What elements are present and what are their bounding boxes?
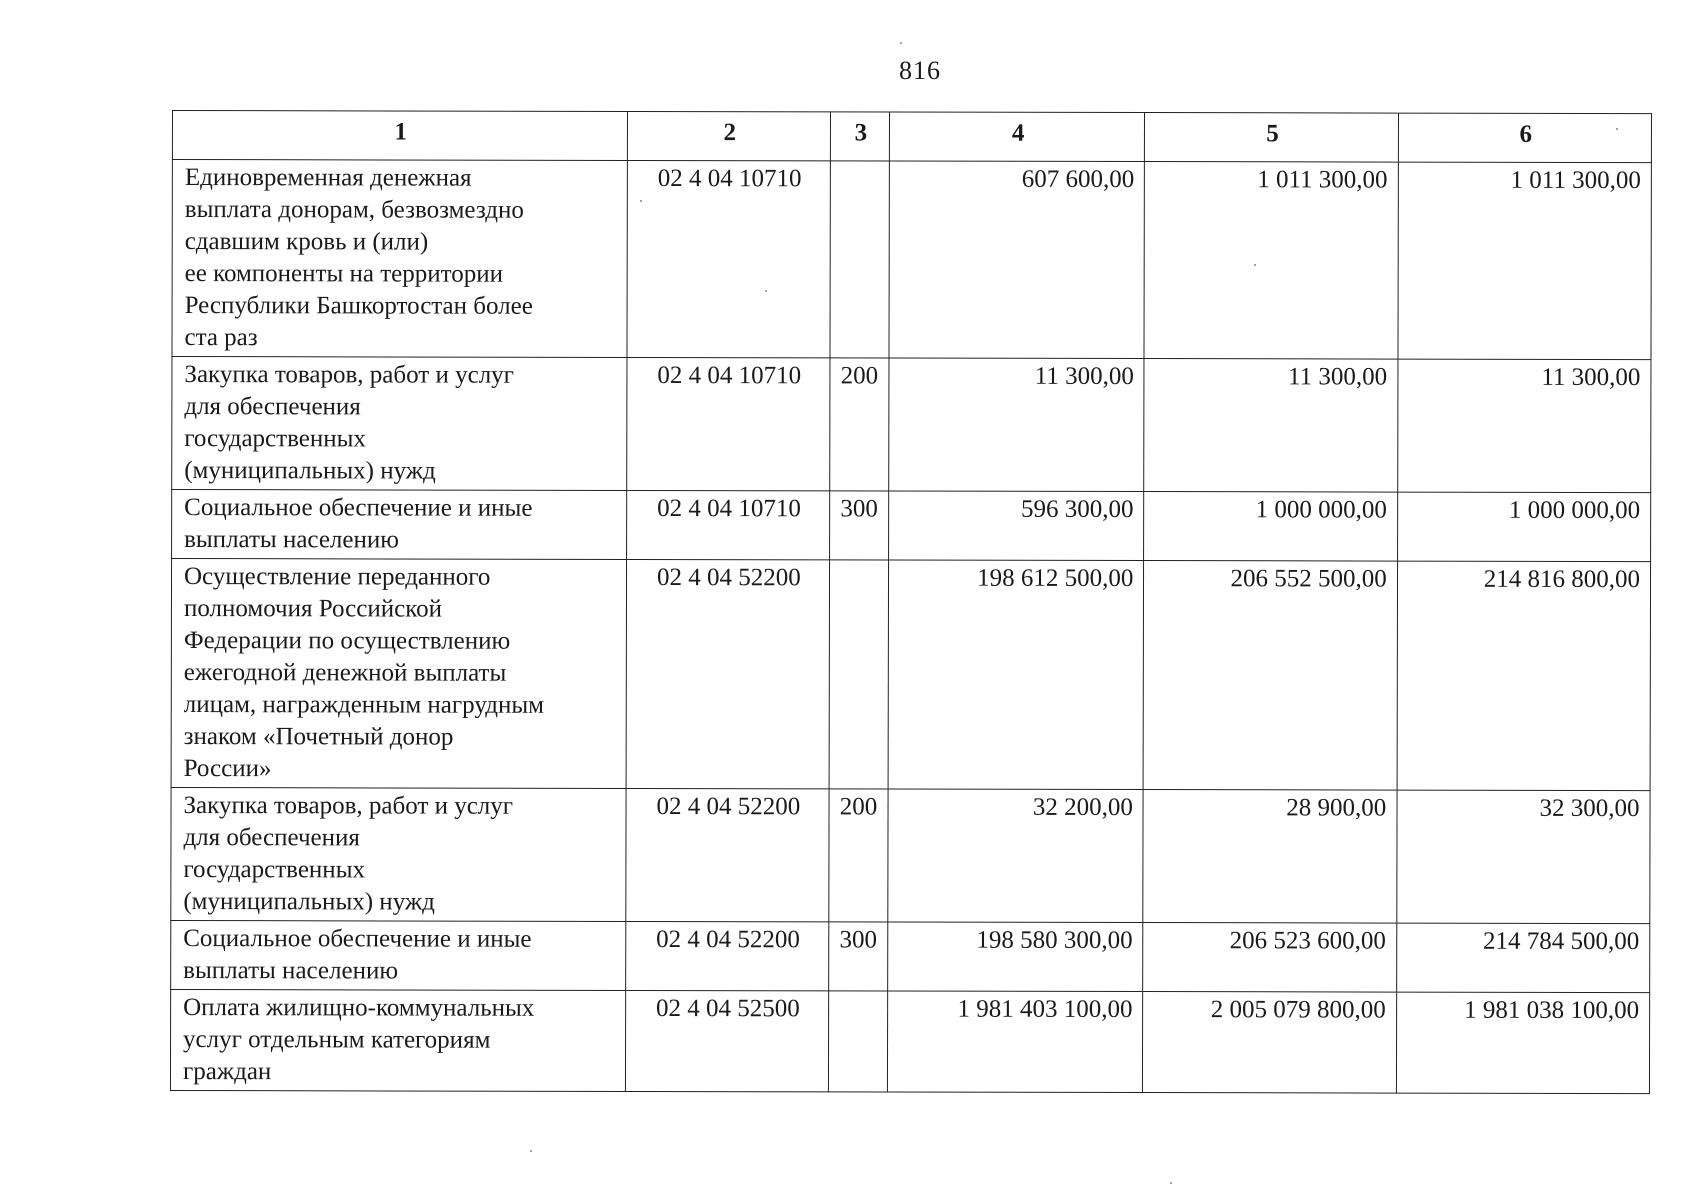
header-cell: 3 [830, 112, 889, 161]
row-code-cell: 02 4 04 52200 [626, 559, 830, 788]
table-header-row [172, 111, 1651, 163]
row-value-year1: 198 580 300,00 [888, 922, 1144, 992]
row-value-year1: 11 300,00 [889, 358, 1145, 492]
header-cell: 4 [889, 112, 1145, 162]
header-cell: 2 [627, 111, 831, 160]
row-value-year1: 596 300,00 [888, 491, 1144, 561]
row-code-cell: 02 4 04 52200 [625, 921, 829, 990]
table-row [172, 490, 1651, 562]
row-name-cell: Закупка товаров, работ и услуг для обеспечения государственных (муниципальных) нужд [171, 787, 626, 921]
scan-speck [900, 42, 902, 44]
row-type-cell [829, 560, 888, 789]
row-code-cell: 02 4 04 10710 [627, 160, 831, 357]
scan-speck [765, 290, 767, 292]
table-row [171, 787, 1650, 923]
row-value-year2: 2 005 079 800,00 [1143, 992, 1396, 1094]
row-name-cell: Осуществление переданного полномочия Российской Федерации по осуществлению ежегодной денежной выплаты лицам, награжденным нагрудным знаком «Почетный донор России» [171, 559, 626, 789]
row-type-cell: 200 [829, 789, 888, 922]
page-number: 816 [899, 56, 941, 85]
scan-speck [530, 1150, 532, 1152]
row-code-cell: 02 4 04 10710 [626, 357, 830, 490]
scan-speck [1616, 128, 1618, 130]
row-value-year1: 198 612 500,00 [888, 560, 1144, 790]
row-type-cell [829, 991, 888, 1092]
row-value-year2: 206 523 600,00 [1143, 923, 1396, 993]
row-name-cell: Социальное обеспечение и иные выплаты населению [172, 490, 627, 560]
table-row [171, 920, 1650, 992]
scan-speck [1170, 1182, 1172, 1184]
table-row [172, 357, 1651, 493]
row-value-year2: 28 900,00 [1143, 790, 1397, 924]
row-value-year1: 32 200,00 [888, 789, 1144, 923]
row-value-year2: 206 552 500,00 [1143, 561, 1397, 791]
row-value-year3: 32 300,00 [1396, 790, 1650, 924]
row-value-year3: 214 784 500,00 [1396, 923, 1649, 993]
row-value-year3: 1 000 000,00 [1397, 492, 1650, 562]
row-value-year3: 1 981 038 100,00 [1396, 992, 1650, 1094]
row-code-cell: 02 4 04 52500 [625, 990, 829, 1091]
scan-speck [1254, 264, 1256, 266]
row-type-cell: 200 [830, 358, 889, 491]
row-value-year3: 11 300,00 [1397, 359, 1651, 493]
header-cell: 1 [172, 111, 627, 161]
row-value-year3: 214 816 800,00 [1397, 561, 1651, 791]
header-cell: 5 [1145, 113, 1398, 163]
table-row [171, 559, 1650, 791]
table-row [172, 160, 1651, 360]
row-name-cell: Оплата жилищно-коммунальных услуг отдельным категориям граждан [170, 989, 625, 1091]
scan-speck [640, 200, 642, 202]
row-value-year2: 11 300,00 [1144, 359, 1398, 493]
row-value-year3: 1 011 300,00 [1398, 162, 1652, 360]
row-value-year2: 1 000 000,00 [1144, 492, 1397, 562]
table-row [170, 989, 1649, 1093]
budget-table [170, 110, 1652, 1094]
row-value-year1: 1 981 403 100,00 [887, 991, 1143, 1093]
row-name-cell: Единовременная денежная выплата донорам, безвозмездно сдавшим кровь и (или) ее компоненты на территории Республики Башкортостан более ста раз [172, 160, 627, 358]
row-type-cell [830, 161, 889, 358]
row-name-cell: Закупка товаров, работ и услуг для обеспечения государственных (муниципальных) нужд [172, 357, 627, 491]
row-type-cell: 300 [829, 922, 888, 991]
row-name-cell: Социальное обеспечение и иные выплаты населению [171, 920, 626, 990]
row-value-year1: 607 600,00 [889, 161, 1145, 359]
header-cell: 6 [1398, 113, 1651, 163]
row-code-cell: 02 4 04 52200 [625, 788, 829, 921]
row-code-cell: 02 4 04 10710 [626, 490, 830, 559]
row-type-cell: 300 [830, 491, 889, 560]
row-value-year2: 1 011 300,00 [1144, 162, 1398, 360]
